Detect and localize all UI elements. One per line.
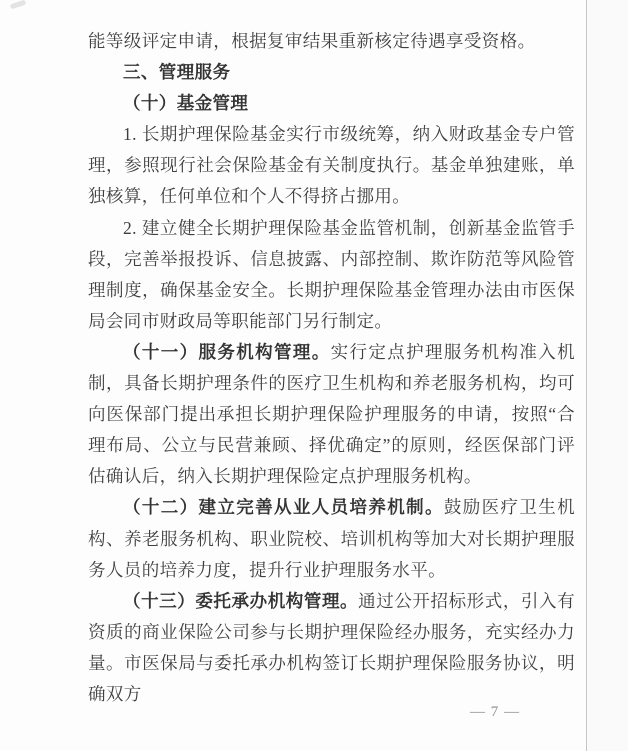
paragraph-body: 实行定点护理服务机构准入机制，具备长期护理条件的医疗卫生机构和养老服务机构，均可向医保部门提出承担长期护理保险护理服务的申请，按照“合理布局、公立与民营兼顾、择优确定”的原则，经医保部门评估确认后，纳入长期护理保险定点护理服务机构。 [88,341,575,487]
paragraph-fund-supervision [88,213,575,337]
page-number: — 7 — [470,704,520,720]
paragraph-item-12 [88,492,575,585]
scan-edge-line [586,0,587,751]
scan-margin-strip [587,0,628,751]
paragraph-item-13 [88,586,575,710]
paragraph-body: 通过公开招标形式，引入有资质的商业保险公司参与长期护理保险经办服务，充实经办力量。市医保局与委托承办机构签订长期护理保险服务协议，明确双方 [88,590,575,704]
continuation-line: 能等级评定申请，根据复审结果重新核定待遇享受资格。 [88,31,536,51]
paragraph-lead: （十二）建立完善从业人员培养机制。 [123,497,444,518]
section-heading: 三、管理服务 [123,62,231,83]
paragraph-body: 2. 建立健全长期护理保险基金监管机制，创新基金监管手段，完善举报投诉、信息披露、内部控制、欺诈防范等风险管理制度，确保基金安全。长期护理保险基金管理办法由市医保局会同市财政局等职能部门另行制定。 [88,217,575,331]
paragraph-lead: （十三）委托承办机构管理。 [123,590,359,611]
paragraph-item-11 [88,337,575,492]
paragraph-body: 1. 长期护理保险基金实行市级统筹，纳入财政基金专户管理，参照现行社会保险基金有关制度执行。基金单独建账，单独核算，任何单位和个人不得挤占挪用。 [88,124,575,207]
clause-heading: （十）基金管理 [123,93,249,114]
paragraph-lead: （十一）服务机构管理。 [123,341,331,362]
paragraph-fund-pooling [88,119,575,212]
paragraph-body: 鼓励医疗卫生机构、养老服务机构、职业院校、培训机构等加大对长期护理服务人员的培养力度，提升行业护理服务水平。 [88,497,575,580]
scan-artifact [10,0,27,9]
document-body [88,26,575,710]
